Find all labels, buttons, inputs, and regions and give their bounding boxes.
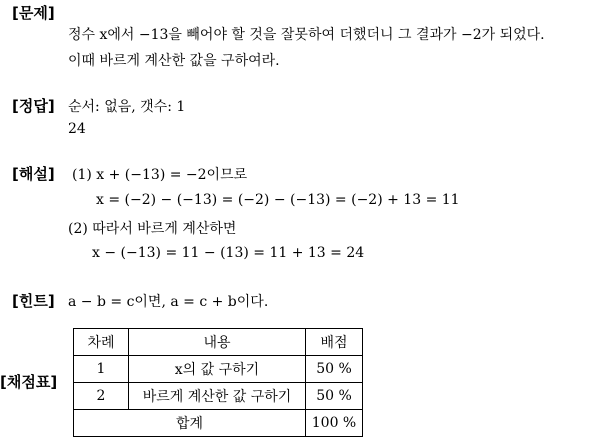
scoring-label: [채점표] xyxy=(0,373,58,391)
header-points: 배점 xyxy=(306,329,363,356)
total-value: 100 % xyxy=(306,410,363,437)
solution-step-1-equation: x = (−2) − (−13) = (−2) − (−13) = (−2) + 13 = 11 xyxy=(96,192,460,208)
scoring-header-row xyxy=(74,329,363,356)
scoring-total-row xyxy=(74,410,363,437)
solution-step-1: (1) x + (−13) = −2이므로 xyxy=(72,167,248,183)
answer-label: [정답] xyxy=(12,97,55,115)
header-content: 내용 xyxy=(129,329,306,356)
problem-label: [문제] xyxy=(12,4,55,22)
answer-line-1: 순서: 없음, 갯수: 1 xyxy=(68,99,186,115)
row-2-points: 50 % xyxy=(306,383,363,410)
row-2-order: 2 xyxy=(74,383,129,410)
solution-step-2: (2) 따라서 바르게 계산하면 xyxy=(68,221,237,237)
problem-line-2: 이때 바르게 계산한 값을 구하여라. xyxy=(68,53,280,69)
row-1-points: 50 % xyxy=(306,356,363,383)
problem-line-1: 정수 x에서 −13을 빼어야 할 것을 잘못하여 더했더니 그 결과가 −2가 되었다. xyxy=(68,27,545,43)
row-2-content: 바르게 계산한 값 구하기 xyxy=(129,383,306,410)
table-row xyxy=(74,383,363,410)
header-order: 차례 xyxy=(74,329,129,356)
hint-label: [힌트] xyxy=(12,292,55,310)
total-label: 합계 xyxy=(74,410,306,437)
table-row xyxy=(74,356,363,383)
solution-label: [해설] xyxy=(12,165,55,183)
row-1-order: 1 xyxy=(74,356,129,383)
scoring-table xyxy=(73,328,363,437)
solution-step-2-equation: x − (−13) = 11 − (13) = 11 + 13 = 24 xyxy=(92,245,365,261)
answer-line-2: 24 xyxy=(68,121,86,137)
row-1-content: x의 값 구하기 xyxy=(129,356,306,383)
hint-text: a − b = c이면, a = c + b이다. xyxy=(68,294,269,310)
